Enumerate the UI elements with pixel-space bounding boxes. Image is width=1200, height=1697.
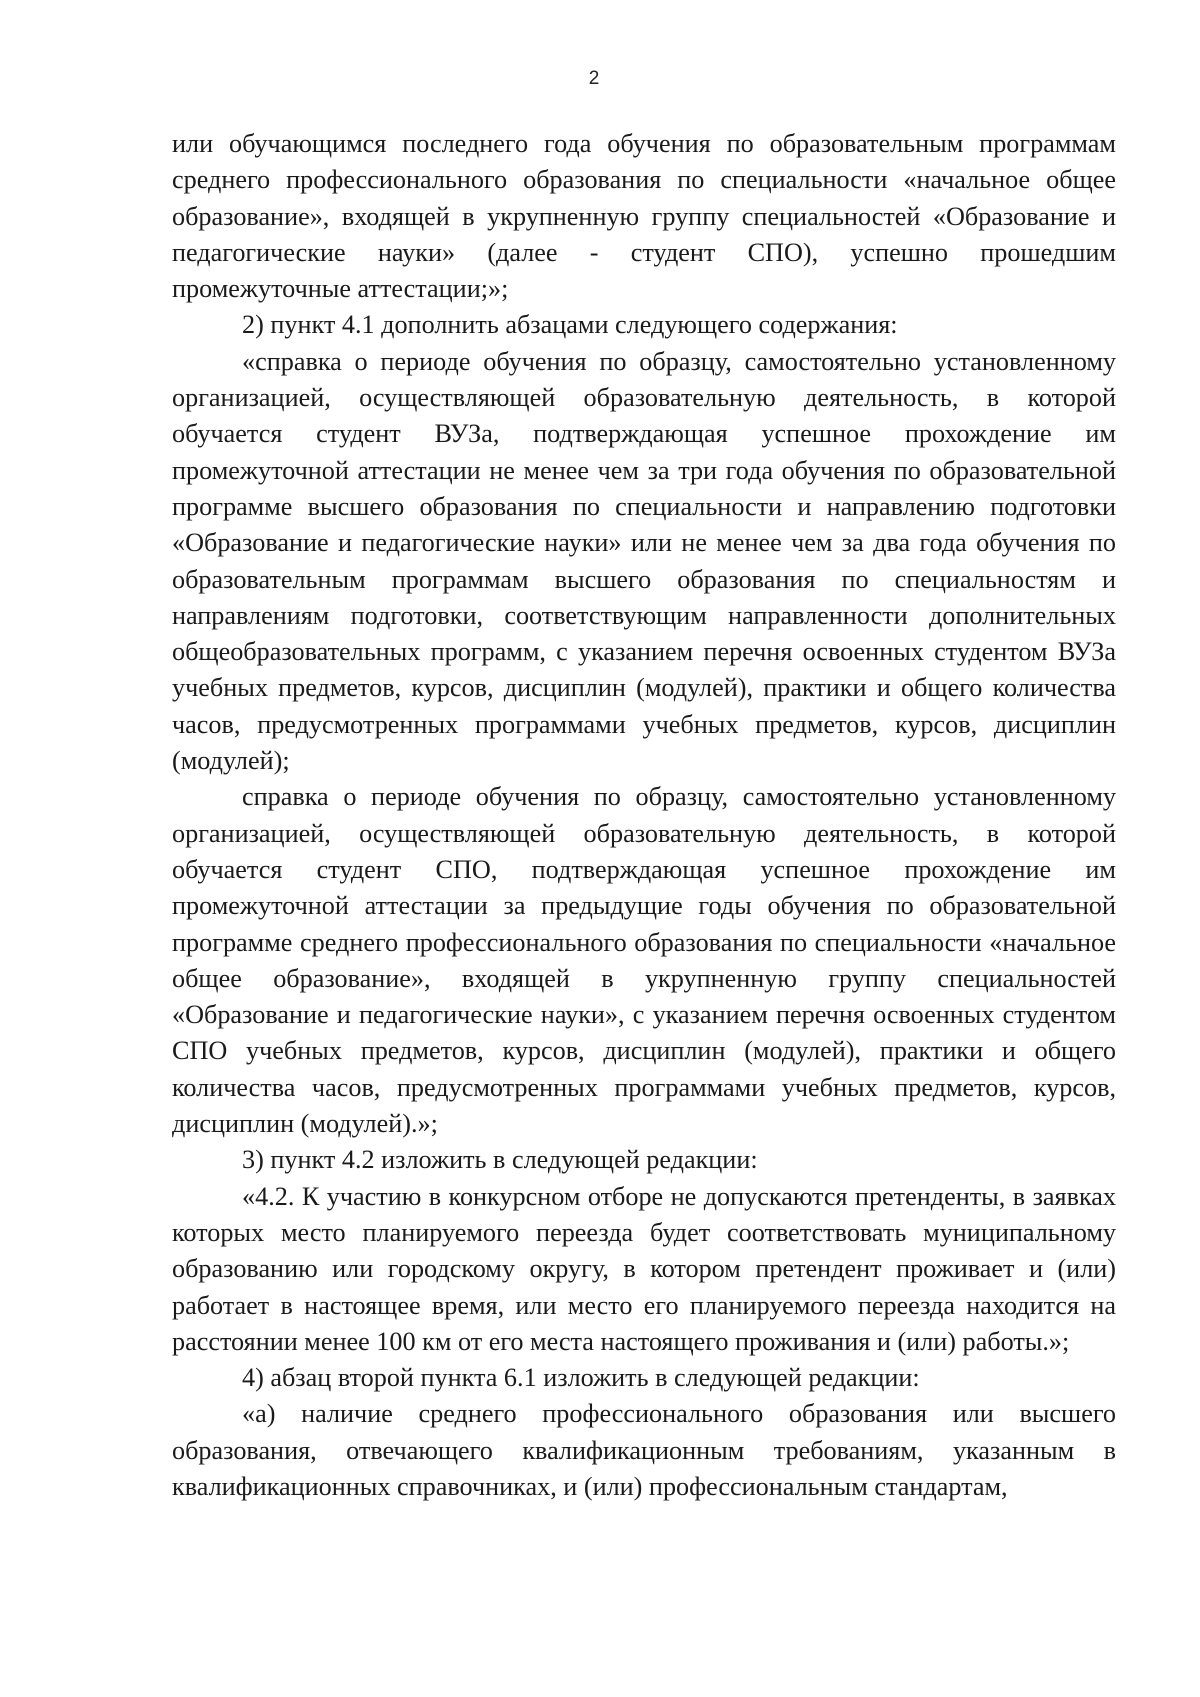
document-body (172, 126, 1116, 1505)
paragraph-continuation: или обучающимся последнего года обучения по образовательным программам среднего профессионального образования по специальности «начальное общее образование», входящей в укрупненную группу специальностей «Образование и педагогические науки» (далее - студент СПО), успешно прошедшим промежуточные аттестации;»; (172, 129, 1116, 304)
paragraph-certificate-vuz: «справка о периоде обучения по образцу, самостоятельно установленному организацией, осуществляющей образовательную деятельность, в которой обучается студент ВУЗа, подтверждающая успешное прохождение им промежуточной аттестации не менее чем за три года обучения по образовательной программе высшего образования по специальности и направлению подготовки «Образование и педагогические науки» или не менее чем за два года обучения по образовательным программам высшего образования по специальностям и направлениям подготовки, соответствующим направленности дополнительных общеобразовательных программ, с указанием перечня освоенных студентом ВУЗа учебных предметов, курсов, дисциплин (модулей), практики и общего количества часов, предусмотренных программами учебных предметов, курсов, дисциплин (модулей); (172, 346, 1116, 776)
paragraph-item-4-heading: 4) абзац второй пункта 6.1 изложить в следующей редакции: (242, 1363, 920, 1393)
paragraph-certificate-spo: справка о периоде обучения по образцу, самостоятельно установленному организацией, осуществляющей образовательную деятельность, в которой обучается студент СПО, подтверждающая успешное прохождение им промежуточной аттестации за предыдущие годы обучения по образовательной программе среднего профессионального образования по специальности «начальное общее образование», входящей в укрупненную группу специальностей «Образование и педагогические науки», с указанием перечня освоенных студентом СПО учебных предметов, курсов, дисциплин (модулей), практики и общего количества часов, предусмотренных программами учебных предметов, курсов, дисциплин (модулей).»; (172, 782, 1116, 1139)
paragraph-item-2-heading: 2) пункт 4.1 дополнить абзацами следующего содержания: (242, 310, 898, 340)
paragraph-clause-a: «а) наличие среднего профессионального образования или высшего образования, отвечающего квалификационным требованиям, указанным в квалификационных справочниках, и (или) профессиональным стандартам, (172, 1399, 1116, 1501)
page-number: 2 (588, 68, 600, 89)
paragraph-item-3-heading: 3) пункт 4.2 изложить в следующей редакции: (242, 1145, 758, 1175)
paragraph-clause-4-2: «4.2. К участию в конкурсном отборе не допускаются претенденты, в заявках которых место планируемого переезда будет соответствовать муниципальному образованию или городскому округу, в котором претендент проживает и (или) работает в настоящее время, или место его планируемого переезда находится на расстоянии менее 100 км от его места настоящего проживания и (или) работы.»; (172, 1181, 1116, 1356)
